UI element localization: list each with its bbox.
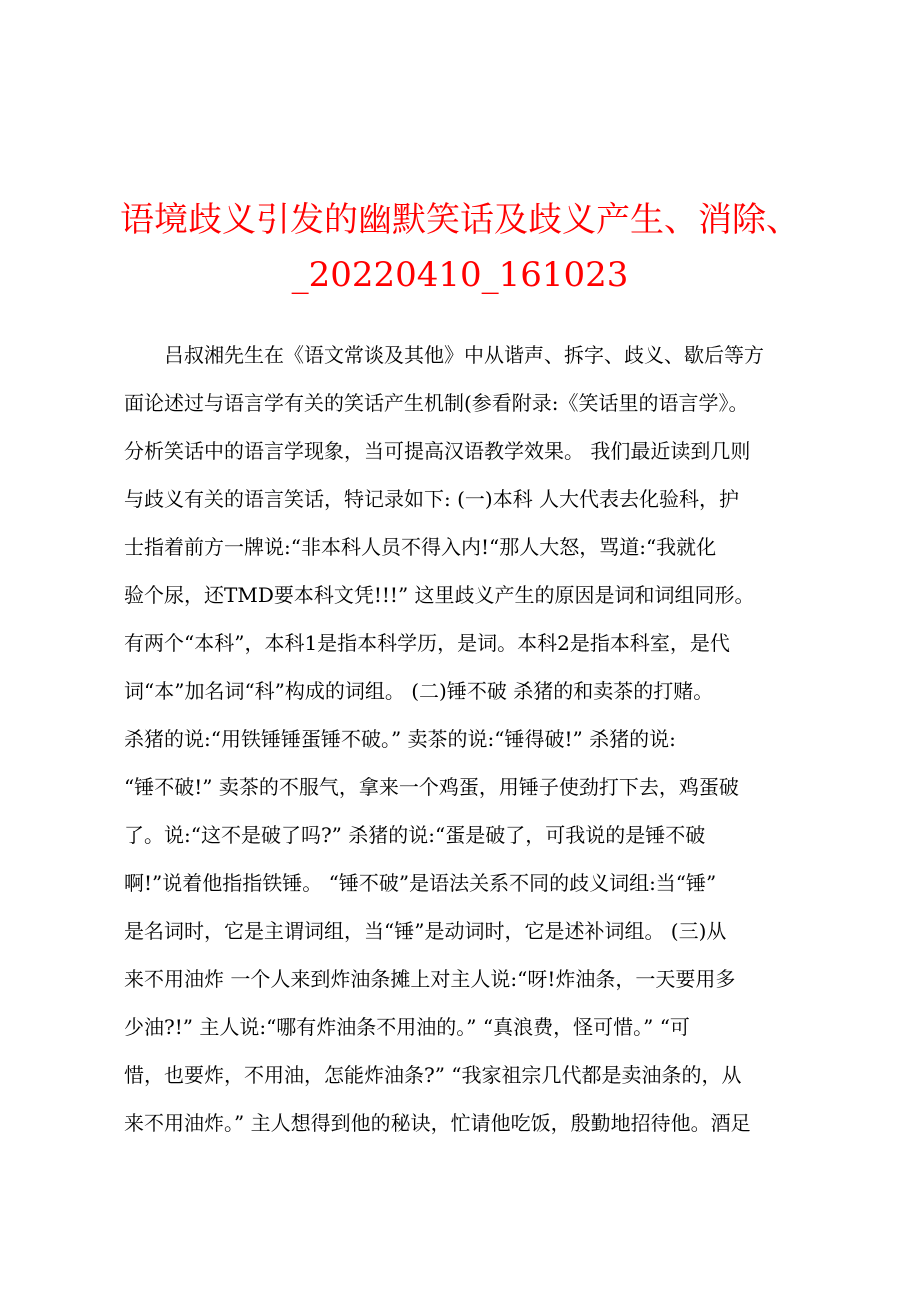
- body-line-4: 与歧义有关的语言笑话，特记录如下: (一)本科 人大代表去化验科，护: [124, 487, 740, 511]
- body-line-6: 验个尿，还TMD要本科文凭!!!” 这里歧义产生的原因是词和词组同形。: [124, 583, 755, 607]
- body-line-7: 有两个“本科”，本科1是指本科学历，是词。本科2是指本科室，是代: [124, 631, 730, 655]
- document-title-line-1: 语境歧义引发的幽默笑话及歧义产生、消除、: [120, 200, 800, 240]
- body-line-2: 面论述过与语言学有关的笑话产生机制(参看附录:《笑话里的语言学》。: [124, 391, 749, 415]
- body-line-14: 来不用油炸 一个人来到炸油条摊上对主人说:“呀!炸油条，一天要用多: [124, 967, 736, 991]
- body-line-8: 词“本”加名词“科”构成的词组。 (二)锤不破 杀猪的和卖茶的打赌。: [124, 679, 714, 703]
- body-line-16: 惜，也要炸，不用油，怎能炸油条?” “我家祖宗几代都是卖油条的，从: [124, 1063, 742, 1087]
- body-line-9: 杀猪的说:“用铁锤锤蛋锤不破。” 卖茶的说:“锤得破!” 杀猪的说:: [124, 727, 676, 751]
- document-title-line-2: _20220410_161023: [291, 255, 629, 295]
- body-line-11: 了。说:“这不是破了吗?” 杀猪的说:“蛋是破了，可我说的是锤不破: [124, 823, 706, 847]
- body-line-10: “锤不破!” 卖茶的不服气，拿来一个鸡蛋，用锤子使劲打下去，鸡蛋破: [124, 775, 739, 799]
- body-line-17: 来不用油炸。” 主人想得到他的秘诀，忙请他吃饭，殷勤地招待他。酒足: [124, 1111, 751, 1135]
- body-line-5: 士指着前方一牌说:“非本科人员不得入内!“那人大怒，骂道:“我就化: [124, 535, 717, 559]
- body-line-15: 少油?!” 主人说:“哪有炸油条不用油的。” “真浪费，怪可惜。” “可: [124, 1015, 690, 1039]
- body-line-13: 是名词时，它是主谓词组，当“锤”是动词时，它是述补词组。 (三)从: [124, 919, 727, 943]
- body-line-1: 吕叔湘先生在《语文常谈及其他》中从谐声、拆字、歧义、歇后等方: [124, 343, 764, 367]
- body-line-12: 啊!”说着他指指铁锤。 “锤不破”是语法关系不同的歧义词组:当“锤”: [124, 871, 717, 895]
- body-line-3: 分析笑话中的语言学现象，当可提高汉语教学效果。 我们最近读到几则: [124, 439, 751, 463]
